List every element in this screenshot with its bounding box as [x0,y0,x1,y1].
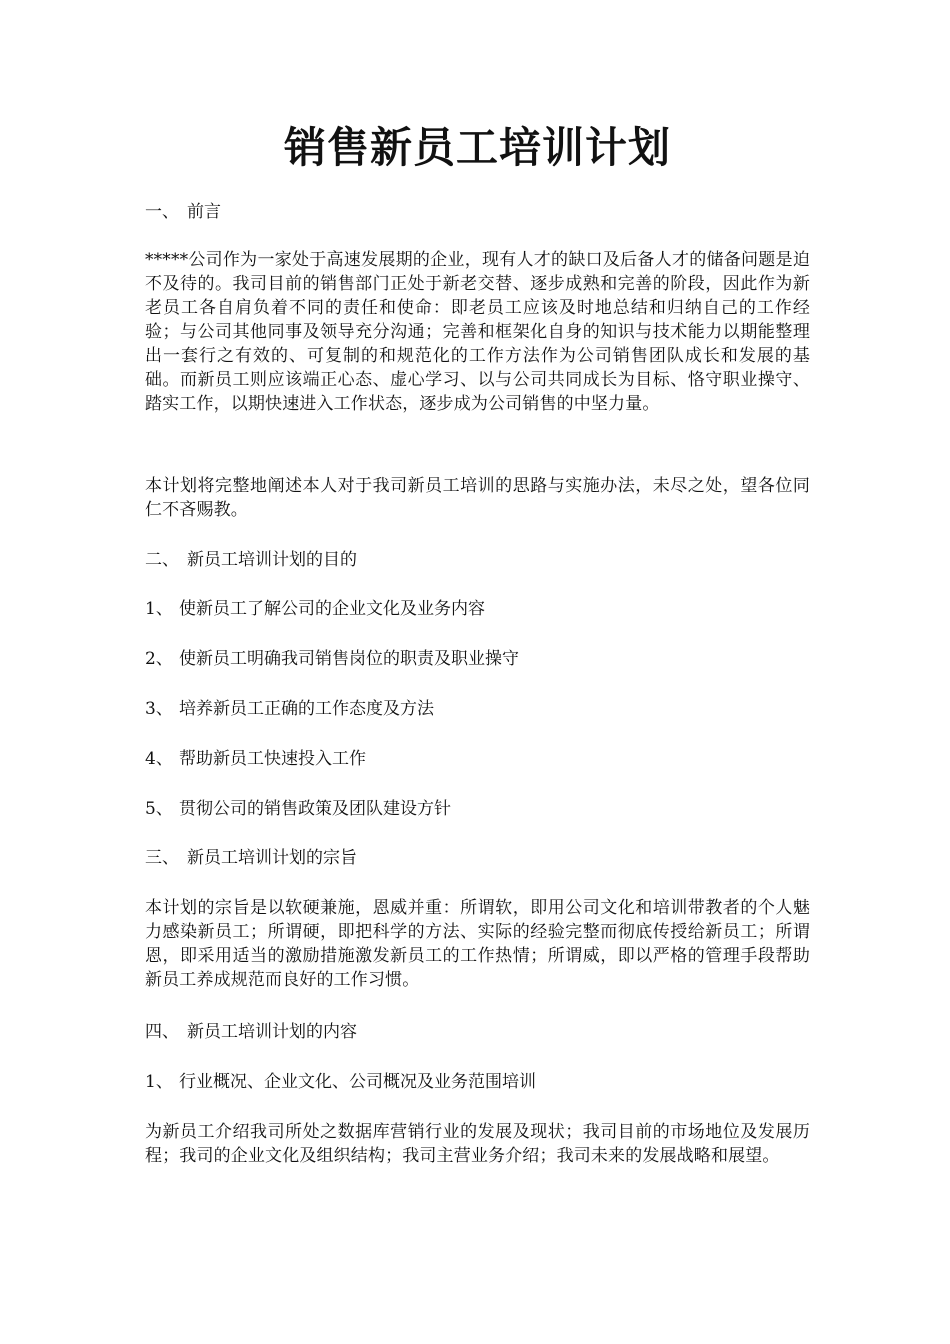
content-paragraph: 为新员工介绍我司所处之数据库营销行业的发展及现状；我司目前的市场地位及发展历程；我司的企业文化及组织结构；我司主营业务介绍；我司未来的发展战略和展望。 [145,1122,810,1166]
item-text: 使新员工明确我司销售岗位的职责及职业操守 [179,649,519,669]
section-heading-tenet [145,846,810,870]
purpose-item [145,697,810,721]
section-number: 四、 [145,1022,179,1042]
section-number: 二、 [145,550,179,570]
tenet-paragraph: 本计划的宗旨是以软硬兼施，恩威并重：所谓软，即用公司文化和培训带教者的个人魅力感染新员工；所谓硬，即把科学的方法、实际的经验完整而彻底传授给新员工；所谓恩，即采用适当的激励措施激发新员工的工作热情；所谓威，即以严格的管理手段帮助新员工养成规范而良好的工作习惯。 [145,898,810,990]
item-number: 1、 [145,1072,173,1092]
section-heading-text: 新员工培训计划的目的 [187,550,357,570]
item-text: 培养新员工正确的工作态度及方法 [179,699,434,719]
preface-paragraph-1: *****公司作为一家处于高速发展期的企业，现有人才的缺口及后备人才的储备问题是迫不及待的。我司目前的销售部门正处于新老交替、逐步成熟和完善的阶段，因此作为新老员工各自肩负着不同的责任和使命：即老员工应该及时地总结和归纳自己的工作经验；与公司其他同事及领导充分沟通；完善和框架化自身的知识与技术能力以期能整理出一套行之有效的、可复制的和规范化的工作方法作为公司销售团队成长和发展的基础。而新员工则应该端正心态、虚心学习、以与公司共同成长为目标、恪守职业操守、踏实工作，以期快速进入工作状态，逐步成为公司销售的中坚力量。 [145,250,810,414]
preface-paragraph-2: 本计划将完整地阐述本人对于我司新员工培训的思路与实施办法，未尽之处，望各位同仁不吝赐教。 [145,476,810,520]
item-text: 行业概况、企业文化、公司概况及业务范围培训 [179,1072,536,1092]
purpose-item [145,797,810,821]
section-heading-text: 前言 [187,202,221,222]
item-text: 使新员工了解公司的企业文化及业务内容 [179,599,485,619]
section-number: 一、 [145,202,179,222]
item-number: 3、 [145,699,173,719]
section-heading-purpose [145,548,810,572]
item-number: 4、 [145,749,173,769]
section-heading-text: 新员工培训计划的内容 [187,1022,357,1042]
section-number: 三、 [145,848,179,868]
purpose-item [145,597,810,621]
document-title: 销售新员工培训计划 [283,123,671,172]
item-number: 5、 [145,799,173,819]
item-text: 贯彻公司的销售政策及团队建设方针 [179,799,451,819]
item-number: 1、 [145,599,173,619]
purpose-item [145,647,810,671]
section-heading-preface [145,200,810,224]
item-text: 帮助新员工快速投入工作 [179,749,366,769]
section-heading-content [145,1020,810,1044]
section-heading-text: 新员工培训计划的宗旨 [187,848,357,868]
item-number: 2、 [145,649,173,669]
content-subheading [145,1070,810,1094]
purpose-item [145,747,810,771]
